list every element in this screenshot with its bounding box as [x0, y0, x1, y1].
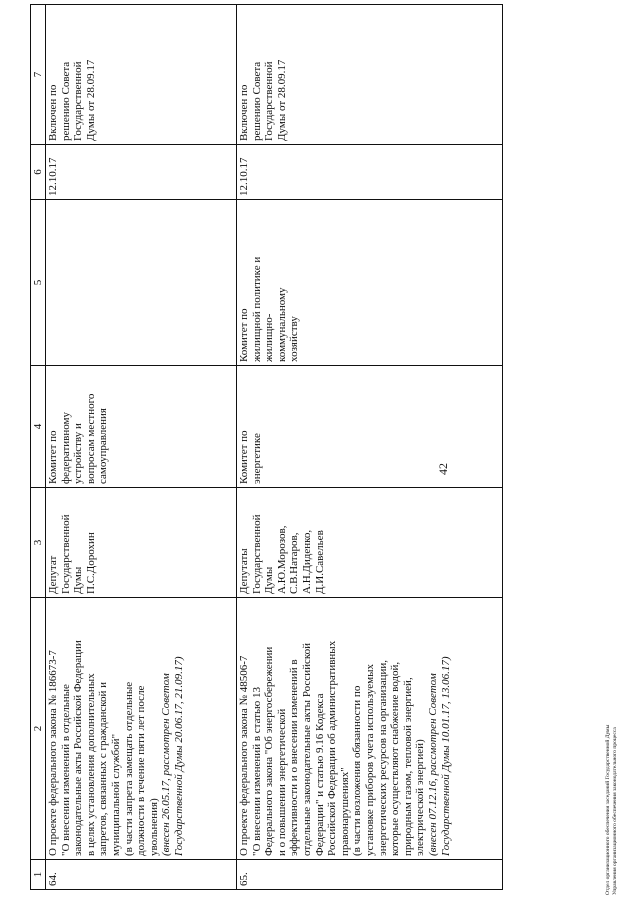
date-cell: 12.10.17	[237, 145, 503, 200]
footer-line: Отдел организационного обеспечения заседаний Государственной Думы	[605, 724, 611, 895]
bill-history-note: (внесен 26.05.17, рассмотрен Советом Государственной Думы 20.06.17, 21.09.17)	[160, 656, 185, 856]
footer-line: Управления организационного обеспечения законодательного процесса	[612, 727, 618, 895]
date-cell: 12.10.17	[46, 145, 237, 200]
bill-description-cell	[237, 598, 503, 860]
table-row	[46, 5, 237, 890]
status-cell: Включен по решению Совета Государственной Думы от 28.09.17	[46, 5, 237, 145]
co-committee-cell	[46, 200, 237, 366]
page-footer	[605, 725, 619, 895]
bills-table	[30, 4, 503, 890]
bill-description-cell	[46, 598, 237, 860]
column-header: 4	[31, 366, 46, 488]
column-header: 5	[31, 200, 46, 366]
lead-committee-cell: Комитет по энергетике	[237, 366, 503, 488]
bill-description: О проекте федерального закона № 186673-7 "О внесении изменений в отдельные законодательные акты Российской Федерации в целях установления дополнительных запретов, связанных с гражданской и муниципальной службой" (в части запрета замещать отдельные должности в течение пяти лет после увольнения)	[47, 640, 160, 856]
row-number: 64.	[46, 860, 237, 890]
bill-history-note: (внесен 07.12.16, рассмотрен Советом Государственной Думы 10.01.17, 13.06.17)	[426, 656, 452, 856]
column-header: 7	[31, 5, 46, 145]
co-committee-cell: Комитет по жилищной политике и жилищно- коммунальному хозяйству	[237, 200, 503, 366]
column-header: 2	[31, 598, 46, 860]
column-header: 6	[31, 145, 46, 200]
column-header: 1	[31, 860, 46, 890]
page-number: 42	[436, 463, 450, 475]
table-row	[237, 5, 503, 890]
table-header-row	[31, 5, 46, 890]
authors-cell: Депутат Государственной Думы П.С.Дорохин	[46, 488, 237, 598]
column-header: 3	[31, 488, 46, 598]
status-cell: Включен по решению Совета Государственной Думы от 28.09.17	[237, 5, 503, 145]
authors-cell: Депутаты Государственной Думы А.Ю.Морозов, С.В.Натаров, А.Н.Диденко, Д.И.Савельев	[237, 488, 503, 598]
lead-committee-cell: Комитет по федеративному устройству и вопросам местного самоуправления	[46, 366, 237, 488]
row-number: 65.	[237, 860, 503, 890]
bill-description: О проекте федерального закона № 48506-7 "О внесении изменений в статью 13 Федерального закона "Об энергосбережении и о повышении энергетической эффективности и о внесении изменений в отдельные законодательные акты Российской Федерации" и статью 9.16 Кодекса Российской Федерации об административных правонарушениях" (в части возложения обязанности по установке приборов учета используемых энергетических ресурсов на организации, которые осуществляют снабжение водой, природным газом, тепловой энергией, электрической энергией)	[238, 640, 427, 856]
